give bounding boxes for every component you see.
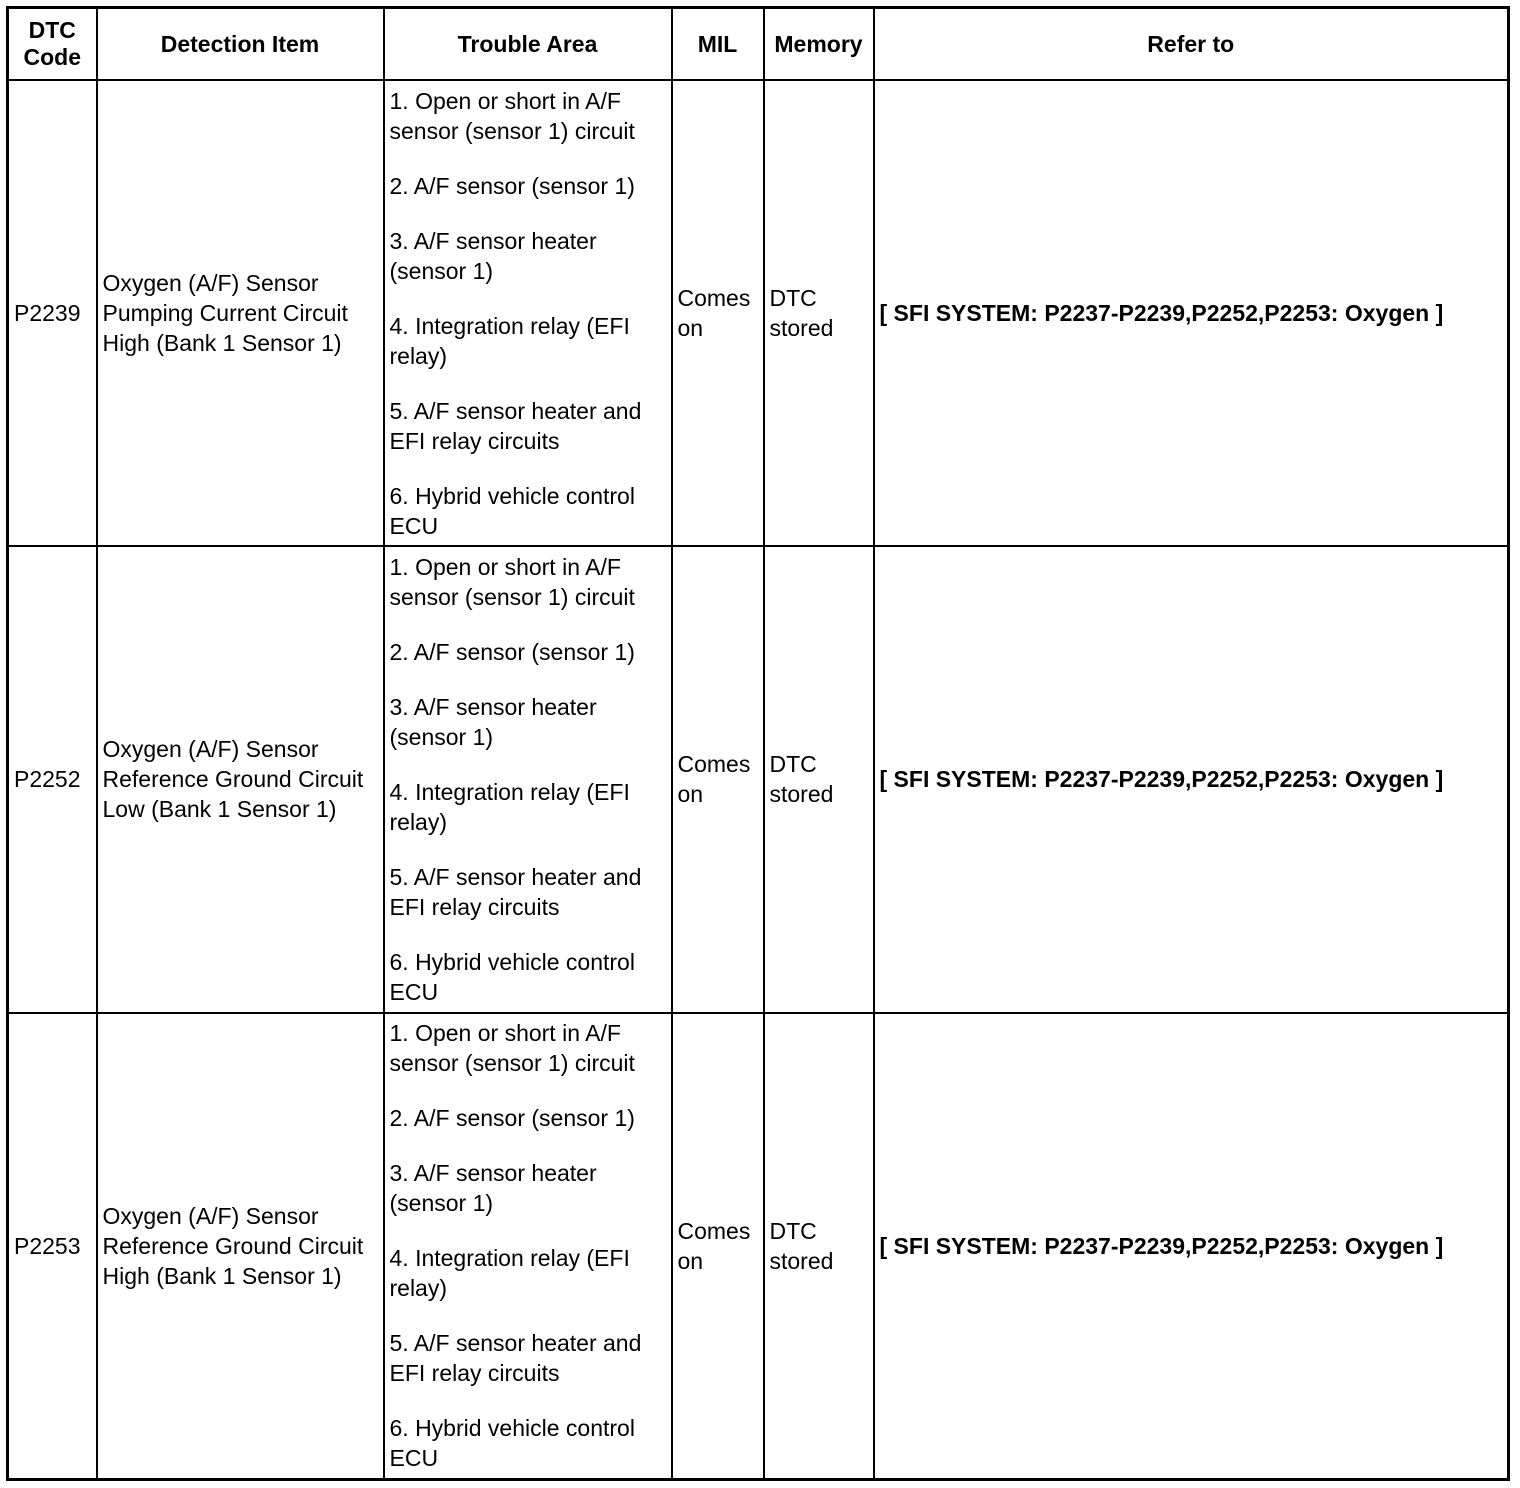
dtc-code-cell: P2239	[8, 80, 97, 546]
trouble-area-cell	[384, 80, 672, 546]
refer-to-link[interactable]: [ SFI SYSTEM: P2237-P2239,P2252,P2253: Oxygen ]	[874, 1013, 1509, 1480]
header-trouble-area: Trouble Area	[384, 8, 672, 81]
trouble-area-item: 6. Hybrid vehicle control ECU	[389, 1415, 635, 1472]
detection-item-cell: Oxygen (A/F) Sensor Reference Ground Circuit Low (Bank 1 Sensor 1)	[97, 546, 384, 1012]
detection-item-cell: Oxygen (A/F) Sensor Reference Ground Circuit High (Bank 1 Sensor 1)	[97, 1013, 384, 1480]
table-row	[8, 1013, 1509, 1480]
header-detection-item: Detection Item	[97, 8, 384, 81]
trouble-area-item: 1. Open or short in A/F sensor (sensor 1) circuit	[389, 553, 635, 610]
trouble-area-item: 1. Open or short in A/F sensor (sensor 1) circuit	[389, 1020, 635, 1077]
trouble-area-item: 5. A/F sensor heater and EFI relay circuits	[389, 1330, 642, 1387]
mil-cell: Comes on	[672, 546, 764, 1012]
refer-to-link[interactable]: [ SFI SYSTEM: P2237-P2239,P2252,P2253: Oxygen ]	[874, 80, 1509, 546]
trouble-area-item: 5. A/F sensor heater and EFI relay circuits	[389, 863, 642, 920]
trouble-area-item: 4. Integration relay (EFI relay)	[389, 778, 630, 835]
header-dtc-code-line1: DTC	[28, 17, 76, 43]
refer-to-link[interactable]: [ SFI SYSTEM: P2237-P2239,P2252,P2253: Oxygen ]	[874, 546, 1509, 1012]
header-dtc-code-line2: Code	[23, 44, 81, 70]
table-row	[8, 80, 1509, 546]
header-mil: MIL	[672, 8, 764, 81]
trouble-area-cell	[384, 546, 672, 1012]
dtc-code-cell: P2252	[8, 546, 97, 1012]
trouble-area-item: 3. A/F sensor heater (sensor 1)	[389, 227, 597, 284]
header-refer-to: Refer to	[874, 8, 1509, 81]
dtc-code-cell: P2253	[8, 1013, 97, 1480]
mil-cell: Comes on	[672, 1013, 764, 1480]
memory-cell: DTC stored	[764, 1013, 874, 1480]
memory-cell: DTC stored	[764, 546, 874, 1012]
header-row	[8, 8, 1509, 81]
trouble-area-cell	[384, 1013, 672, 1480]
detection-item-cell: Oxygen (A/F) Sensor Pumping Current Circuit High (Bank 1 Sensor 1)	[97, 80, 384, 546]
header-dtc-code	[8, 8, 97, 81]
trouble-area-item: 4. Integration relay (EFI relay)	[389, 1245, 630, 1302]
trouble-area-item: 1. Open or short in A/F sensor (sensor 1) circuit	[389, 87, 635, 144]
trouble-area-item: 3. A/F sensor heater (sensor 1)	[389, 1160, 597, 1217]
trouble-area-item: 2. A/F sensor (sensor 1)	[389, 172, 635, 199]
trouble-area-item: 3. A/F sensor heater (sensor 1)	[389, 693, 597, 750]
dtc-table	[6, 6, 1510, 1481]
table-row	[8, 546, 1509, 1012]
table-header	[8, 8, 1509, 81]
trouble-area-item: 6. Hybrid vehicle control ECU	[389, 948, 635, 1005]
trouble-area-item: 2. A/F sensor (sensor 1)	[389, 638, 635, 665]
trouble-area-item: 6. Hybrid vehicle control ECU	[389, 482, 635, 539]
trouble-area-item: 5. A/F sensor heater and EFI relay circuits	[389, 397, 642, 454]
trouble-area-item: 2. A/F sensor (sensor 1)	[389, 1105, 635, 1132]
header-memory: Memory	[764, 8, 874, 81]
mil-cell: Comes on	[672, 80, 764, 546]
trouble-area-item: 4. Integration relay (EFI relay)	[389, 312, 630, 369]
table-body	[8, 80, 1509, 1480]
memory-cell: DTC stored	[764, 80, 874, 546]
